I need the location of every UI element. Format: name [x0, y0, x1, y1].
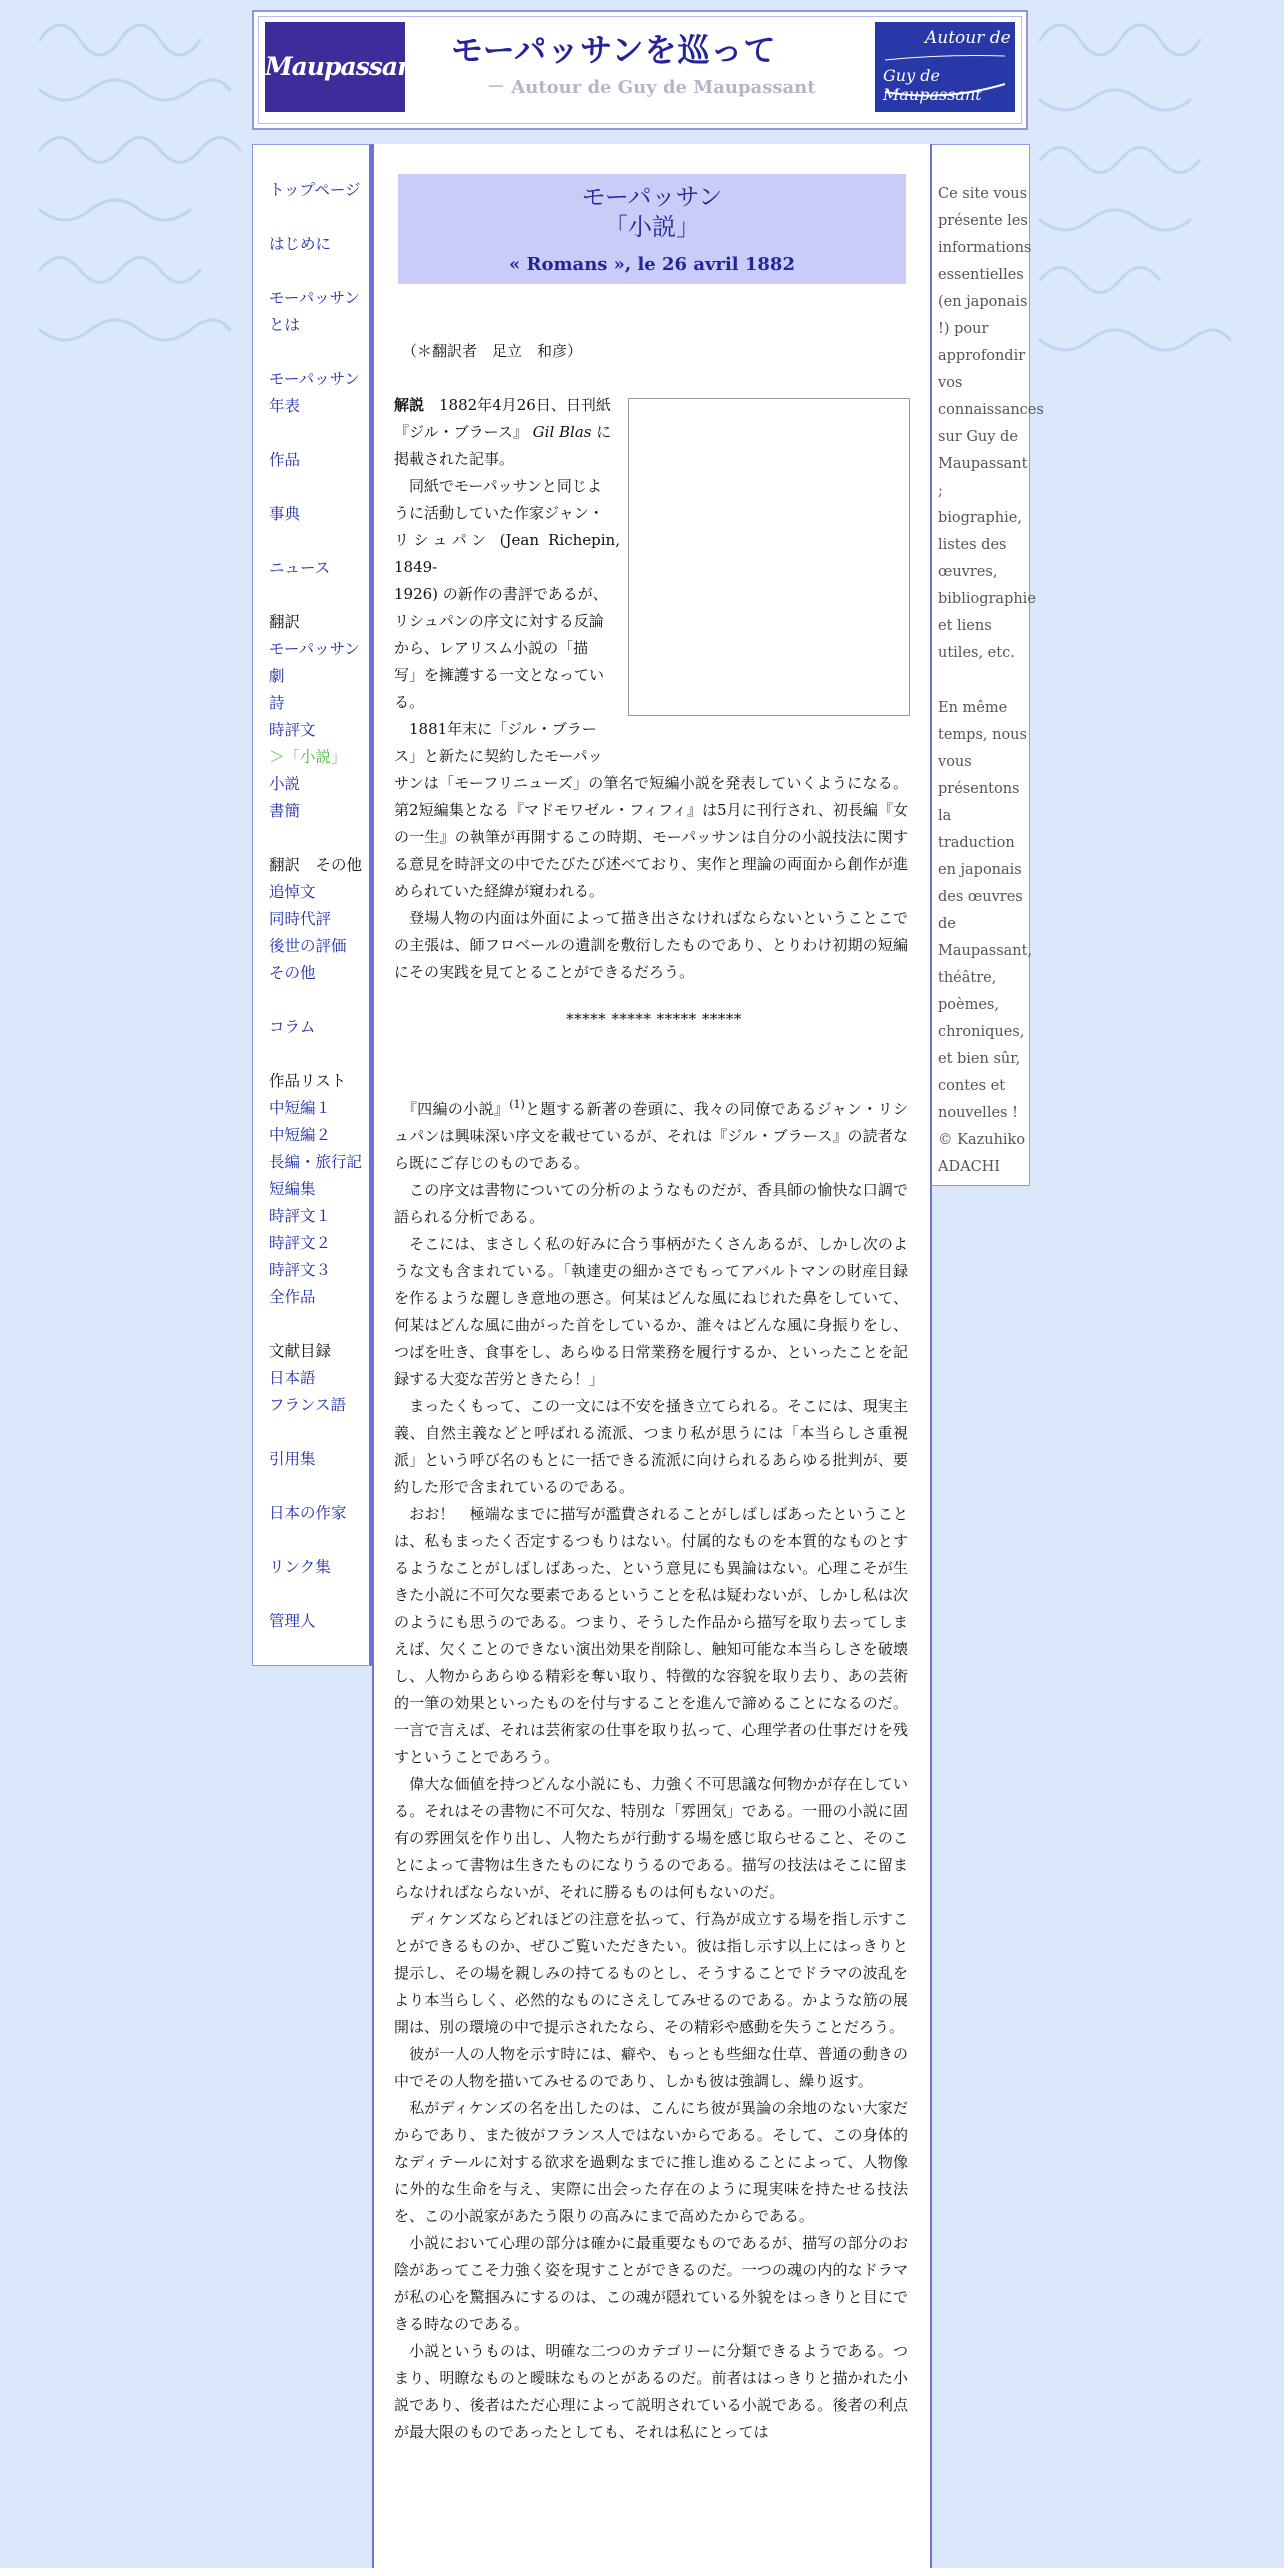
explanation-narrow-column	[394, 392, 620, 770]
body-paragraph: まったくもって、この一文には不安を掻き立てられる。そこには、現実主義、自然主義などと呼ばれる流派、つまり私が思うには「本当らしさ重視派」という呼び名のもとに一括できる流派に向けられるあらゆる批判が、要約した形で含まれているのである。	[394, 1397, 908, 1496]
site-logo[interactable]: Maupassant.info	[265, 22, 405, 112]
footnote-ref-1[interactable]: (1)	[509, 1098, 525, 1111]
nav-item: 翻訳 その他	[269, 856, 363, 874]
body-paragraph: おお！ 極端なまでに描写が濫費されることがしばしばあったということは、私もまったく否定するつもりはない。付属的なものを本質的なものとするようなことがしばしばあった、という意見にも異論はない。心理こそが生きた小説に不可欠な要素であるということを私は疑わないが、しかし私は次のようにも思うのである。つまり、そうした作品から描写を取り去ってしまえば、欠くことのできない演出効果を削除し、触知可能な本当らしさを破壊し、人物からあらゆる精彩を奪い取り、特徴的な容貌を取り去り、あの芸術的一筆の効果といったものを付与することを進んで諦めることになるのだ。一言で言えば、それは芸術家の仕事を取り払って、心理学者の仕事だけを残すということであろう。	[394, 1505, 908, 1766]
explanation-line: から、レアリスム小説の「描	[394, 639, 589, 657]
nav-item[interactable]: その他	[269, 964, 316, 982]
explanation-paragraph: 登場人物の内面は外面によって描き出さなければならないということこでの主張は、師フロベールの遺訓を敷衍したものであり、とりわけ初期の短編にその実践を見てとることができるだろう。	[394, 909, 908, 981]
explanation-line: 同紙でモーパッサンと同じよ	[394, 477, 602, 495]
body-paragraph: 小説において心理の部分は確かに最重要なものであるが、描写の部分のお陰があってこそ力強く姿を現すことができるのだ。一つの魂の内的なドラマが私の心を驚掴みにするのは、この魂が隠れている外貌をはっきりと目にできる時なのである。	[394, 2234, 908, 2333]
body-paragraph: 『四編の小説』$^{(1)}$と題する新著の巻頭に、我々の同僚であるジャン・リシュパンは興味深い序文を載せているが、それは『ジル・ブラース』の読者なら既にご存じのものである。	[394, 1098, 908, 1172]
signature-logo	[875, 22, 1015, 112]
article-title-author: モーパッサン	[581, 183, 723, 211]
explanation-line: 写」を擁護する一文となってい	[394, 666, 605, 684]
body-paragraph: この序文は書物についての分析のようなものだが、香具師の愉快な口調で語られる分析である。	[394, 1181, 908, 1226]
body-paragraph: 彼が一人の人物を示す時には、癖や、もっとも些細な仕草、普通の動きの中でその人物を描いてみせるのであり、しかも彼は強調し、繰り返す。	[394, 2045, 908, 2090]
nav-item[interactable]: はじめに	[269, 235, 332, 253]
article-title-box	[398, 174, 906, 284]
nav-item[interactable]: 日本の作家	[269, 1504, 347, 1522]
nav-item[interactable]: リンク集	[269, 1558, 331, 1576]
nav-item[interactable]: 劇	[269, 667, 285, 685]
nav-item[interactable]: 短編集	[269, 1180, 316, 1198]
body-paragraph: 小説というものは、明確な二つのカテゴリーに分類できるようである。つまり、明瞭なものと曖昧なものとがあるのだ。前者ははっきりと描かれた小説であり、後者はただ心理によって説明されている小説である。後者の利点が最大限のものであったとしても、それは私にとっては	[394, 2342, 908, 2441]
translation-description-fr: En même temps, nous vous présentons la traduction en japonais des œuvres de Maupassant, théâtre, poèmes, chroniques, et bien sûr, contes et nouvelles !	[938, 700, 1033, 1121]
article-title-work: 「小説」	[604, 213, 700, 241]
nav-item[interactable]: 時評文	[269, 721, 316, 739]
nav-item[interactable]: 時評文３	[269, 1261, 332, 1279]
explanation-line: ス」と新たに契約したモーパッ	[394, 747, 603, 765]
right-info-column	[932, 144, 1044, 1186]
gil-blas-title: Gil Blas	[532, 423, 592, 441]
nav-item[interactable]: 長編・旅行記	[269, 1153, 363, 1171]
site-header	[252, 10, 1028, 130]
nav-item[interactable]: 時評文１	[269, 1207, 332, 1225]
explanation-line: 『ジル・ブラース』 Gil Blas に	[394, 423, 612, 441]
nav-item[interactable]: 時評文２	[269, 1234, 332, 1252]
body-paragraph: 偉大な価値を持つどんな小説にも、力強く不可思議な何物かが存在している。それはその書物に不可欠な、特別な「雰囲気」である。一冊の小説に固有の雰囲気を作り出し、人物たちが行動する場を感じ取らせること、そのことによって書物は生きたものになりうるのである。描写の技法はそこに留まらなければならないが、それに勝るものは何もないのだ。	[394, 1775, 908, 1901]
section-separator: ***** ***** ***** *****	[566, 1010, 742, 1028]
body-paragraph: そこには、まさしく私の好みに合う事柄がたくさんあるが、しかし次のような文も含まれている。「執達吏の細かさでもってアバルトマンの財産目録を作るような麗しき意地の悪さ。何某はどんな風にねじれた鼻をしていて、何某はどんな風に曲がった首をしているか、誰々はどんな風に身振りをし、つばを吐き、食事をし、あらゆる日常業務を履行するか、といったことを記録する大変な苦労ときたら！」	[394, 1235, 908, 1388]
nav-item[interactable]: 日本語	[269, 1369, 316, 1387]
nav-item: 翻訳	[269, 613, 301, 631]
site-description-fr: Ce site vous présente les informations essentielles (en japonais !) pour approfondir vos connaissances sur Guy de Maupassant ; biographie, listes des œuvres, bibliographie et liens utiles, etc.	[938, 186, 1044, 661]
explanation-line: リシュパンの序文に対する反論	[394, 612, 604, 630]
nav-item[interactable]: 中短編１	[269, 1099, 332, 1117]
header-frame	[258, 16, 1022, 124]
article-body	[394, 1096, 908, 2446]
explanation-section	[394, 392, 908, 986]
left-navigation	[252, 144, 372, 1666]
nav-item: 作品リスト	[269, 1072, 347, 1090]
nav-item[interactable]: 引用集	[269, 1450, 316, 1468]
nav-item[interactable]: モーパッサンとは	[269, 289, 360, 334]
nav-item[interactable]: 書簡	[269, 802, 301, 820]
explanation-line: 1926) の新作の書評であるが、	[394, 585, 608, 603]
nav-item[interactable]: 小説	[269, 775, 301, 793]
nav-item[interactable]: 全作品	[269, 1288, 316, 1306]
explanation-label: 解説	[394, 396, 425, 414]
nav-item[interactable]: トップページ	[269, 181, 361, 199]
nav-item: 文献目録	[269, 1342, 332, 1360]
signature-line-1: Autour de	[925, 28, 1011, 48]
nav-item[interactable]: ニュース	[269, 559, 331, 577]
nav-item[interactable]: 詩	[269, 694, 285, 712]
site-subtitle: － Autour de Guy de Maupassant	[487, 77, 816, 98]
explanation-line: 1881年末に「ジル・ブラー	[394, 720, 597, 738]
nav-item[interactable]: 中短編２	[269, 1126, 332, 1144]
nav-item[interactable]: 管理人	[269, 1612, 316, 1630]
nav-item[interactable]: フランス語	[269, 1396, 347, 1414]
translator-credit: （＊翻訳者 足立 和彦）	[402, 342, 583, 360]
article-title-french: « Romans », le 26 avril 1882	[509, 254, 795, 275]
nav-item[interactable]: モーパッサン年表	[269, 370, 360, 415]
nav-item[interactable]: ＞「小説」	[269, 748, 347, 766]
main-content	[372, 144, 932, 2568]
body-paragraph: ディケンズならどれほどの注意を払って、行為が成立する場を指し示すことができるものか、ぜひご覧いただきたい。彼は指し示す以上にはっきりと提示し、その場を親しみの持てるものとし、そうすることでドラマの波乱をより本当らしく、必然的なものにさえしてみせるのである。かような筋の展開は、別の環境の中で提示されたなら、その精彩や感動を失うことだろう。	[394, 1910, 908, 2036]
explanation-line: 掲載された記事。	[394, 450, 515, 468]
nav-item[interactable]: 作品	[269, 451, 301, 469]
body-paragraph: 私がディケンズの名を出したのは、こんにち彼が異論の余地のない大家だからであり、また彼がフランス人ではないからである。そして、この身体的なディテールに対する欲求を過剰なまでに推し進めることによって、人物像に外的な生命を与え、実際に出会った存在のように現実味を持たせる技法を、この小説家があたう限りの高みにまで高めたからである。	[394, 2099, 908, 2225]
explanation-line: うに活動していた作家ジャン・	[394, 504, 604, 522]
explanation-line: リシュパン (Jean Richepin, 1849-	[394, 531, 620, 576]
explanation-paragraph: サンは「モーフリニューズ」の筆名で短編小説を発表していくようになる。第2短編集となる『マドモワゼル・フィフィ』は5月に刊行され、初長編『女の一生』の執筆が再開するこの時期、モーパッサンは自分の小説技法に関する意見を時評文の中でたびたび述べており、実作と理論の両面から創作が進められていた経緯が窺われる。	[394, 774, 908, 900]
nav-item[interactable]: コラム	[269, 1018, 316, 1036]
explanation-line: 解説 1882年4月26日、日刊紙	[394, 396, 611, 414]
copyright: © Kazuhiko ADACHI	[938, 1132, 1026, 1175]
explanation-line: る。	[394, 693, 425, 711]
nav-item[interactable]: モーパッサン	[269, 640, 360, 658]
site-title: モーパッサンを巡って	[451, 31, 777, 69]
nav-item[interactable]: 事典	[269, 505, 301, 523]
signature-line-2: Guy de Maupassant	[883, 66, 982, 104]
nav-item[interactable]: 追悼文	[269, 883, 316, 901]
nav-item[interactable]: 後世の評価	[269, 937, 347, 955]
nav-item[interactable]: 同時代評	[269, 910, 332, 928]
